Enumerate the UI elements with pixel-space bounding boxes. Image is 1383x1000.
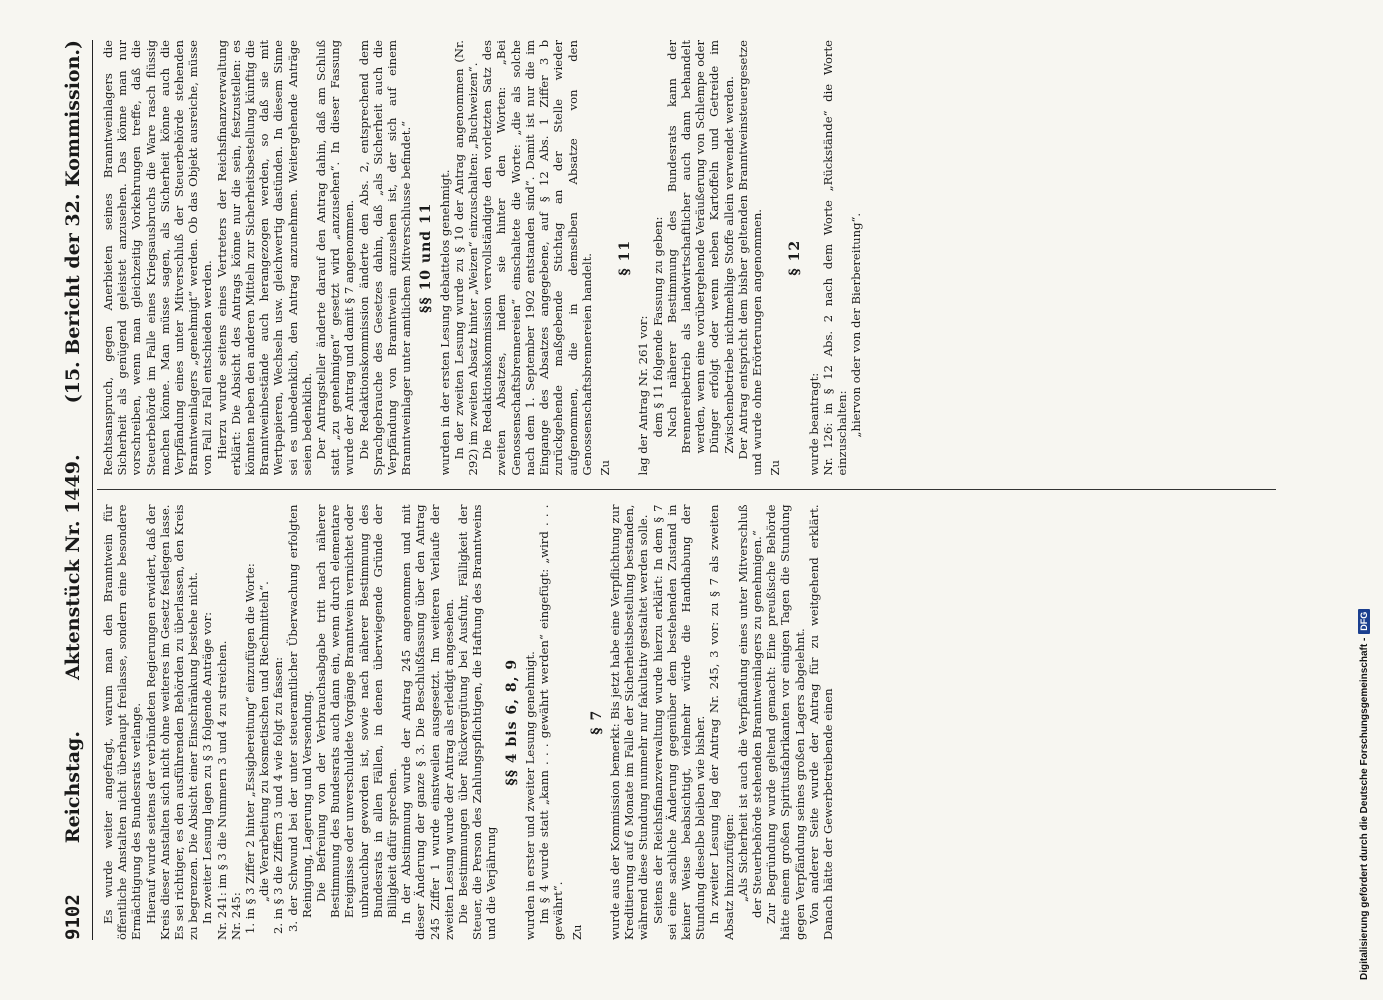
page-header — [62, 40, 93, 940]
paragraph: Die Redaktionskommission änderte den Abs. 2, entsprechend dem Sprachgebrauche des Gesetzes dahin, daß „als Sicherheit auch die Verpfändung von Branntwein anzusehen ist, der sich auf einem Branntweinlager unter amtlichem Mitverschlusse befindet.“ — [356, 40, 414, 476]
section-heading: § 12 — [787, 239, 804, 276]
header-left: Reichstag. — [62, 731, 84, 844]
paragraph: wurden in der ersten Lesung debattelos genehmigt. — [437, 169, 452, 476]
paragraph: Zur Begründung wurde geltend gemacht: Eine preußische Behörde hätte einem großen Spiritusfabrikanten vor einigen Tagen die Stundung gegen Verpfändung seines großen Lagers abgelehnt. — [764, 504, 807, 940]
paragraph: Der Antragsteller änderte darauf den Antrag dahin, daß am Schluß statt „zu genehmigen“ gesetzt wird „anzusehen“. In dieser Fassung wurde der Antrag und damit § 7 angenommen. — [314, 40, 357, 476]
page-number: 9102 — [62, 894, 84, 940]
section-heading: §§ 10 und 11 — [418, 202, 435, 313]
quoted-text: Nach näherer Bestimmung des Bundesrats kann der Brennereibetrieb als landwirtschaftlicher auch dann behandelt werden, wenn eine vorübergehende Veräußerung von Schlempe oder Dünger erfolgt oder wenn neben Kartoffeln und Getreide im Zwischenbetriebe nichtmehlige Stoffe allein verwendet werden. — [664, 40, 736, 454]
paragraph: Hierauf wurde seitens der verbündeten Regierungen erwidert, daß der Kreis dieser Anstalten sich nicht ohne weiteres im Gesetz festlegen lasse. Es sei richtiger, es den ausführenden Behörden zu überlassen, den Kreis zu begrenzen. Die Absicht einer Einschränkung bestehe nicht. — [143, 504, 201, 940]
paragraph: lag der Antrag Nr. 261 vor: — [636, 315, 651, 476]
motion-item: 3. der Schwund bei der unter steueramtlicher Überwachung erfolgten Reinigung, Lagerung und Versendung. — [285, 504, 314, 932]
text-column-left — [101, 505, 1276, 941]
paragraph: In zweiter Lesung lag der Antrag Nr. 245, 3 vor: zu § 7 als zweiten Absatz hinzuzufügen: — [707, 504, 736, 940]
paragraph: Von anderer Seite wurde der Antrag für zu weitgehend erklärt. Danach hätte der Gewerbetreibende einen — [806, 504, 835, 940]
motion-line: dem § 11 folgende Fassung zu geben: — [650, 216, 665, 438]
credit-text: Digitalisierung gefördert durch die Deutsche Forschungsgemeinschaft - — [1358, 637, 1370, 980]
column-divider — [97, 490, 1276, 491]
text-column-right — [101, 40, 1276, 476]
paragraph: wurden in erster und zweiter Lesung genehmigt. — [522, 651, 537, 940]
zu-label: Zu — [597, 459, 612, 476]
motion-item: 1. in § 3 Ziffer 2 hinter „Essigbereitung“ einzufügen die Worte: — [243, 563, 258, 934]
paragraph: Es wurde weiter angefragt, warum man den Branntwein für öffentliche Anstalten nicht überhaupt freilasse, sondern eine besondere Ermächtigung des Bundesrats verlange. — [101, 504, 144, 940]
quoted-text: „Als Sicherheit ist auch die Verpfändung eines unter Mitverschluß der Steuerbehörde stehenden Branntweinlagers zu genehmigen.“ — [735, 504, 764, 918]
paragraph: Der Antrag entspricht dem bisher geltenden Branntweinsteuergesetze und wurde ohne Erörterungen angenommen. — [735, 40, 764, 476]
zu-label: Zu — [768, 459, 783, 476]
paragraph: Seitens der Reichsfinanzverwaltung wurde hierzu erklärt: In dem § 7 sei eine sachliche Änderung gegenüber dem bestehenden Zustand in keiner Weise beabsichtigt, vielmehr würde die Handhabung der Stundung dieselbe bleiben wie bisher. — [650, 504, 708, 940]
paragraph: wurde aus der Kommission bemerkt: Bis jetzt habe eine Verpflichtung zur Kreditierung auf 6 Monate im Falle der Sicherheitsbestellung bestanden, während diese Stundung nunmehr nur fakultativ gestaltet werden solle. — [607, 504, 651, 940]
header-right: (15. Bericht der 32. Kommission.) — [62, 40, 84, 404]
paragraph: In der Abstimmung wurde der Antrag 245 angenommen und mit dieser Änderung der ganze § 3. Die Beschlußfassung über den Antrag 245 Ziffer 1 wurde einstweilen ausgesetzt. Im weiteren Verlaufe der zweiten Lesung wurde der Antrag als erledigt angesehen. — [399, 504, 456, 940]
quoted-text: „die Verarbeitung zu kosmetischen und Riechmitteln“. — [257, 581, 272, 902]
paragraph: In der zweiten Lesung wurde zu § 10 der Antrag angenommen (Nr. 292) im zweiten Absatz hinter „Weizen“ einzuschalten: „Buchweizen“. — [451, 40, 481, 476]
paragraph: Hierzu wurde seitens eines Vertreters der Reichsfinanzverwaltung erklärt: Die Absicht des Antrags könne nur die sein, festzustellen: es könnten neben den anderen Mitteln zur Sicherheitsbestellung künftig die Branntweinbestände auch herangezogen werden, so daß sie mit Wertpapieren, Wechseln usw. gleichwertig dastünden. In diesem Sinne sei es unbedenklich, den Antrag anzunehmen. Weitergehende Anträge seien bedenklich. — [214, 40, 314, 476]
section-heading: § 7 — [588, 709, 605, 735]
digitization-credit — [1358, 20, 1370, 980]
quoted-text: „hiervon oder von der Bierbereitung“. — [849, 212, 864, 438]
paragraph: Die Befreiung von der Verbrauchsabgabe tritt nach näherer Bestimmung des Bundesrats auch dann ein, wenn durch elementare Ereignisse oder unverschuldete Vorgänge Branntwein vernichtet oder unbrauchbar geworden ist, sowie nach näherer Bestimmung des Bundesrats in allen Fällen, in denen überwiegende Gründe der Billigkeit dafür sprechen. — [314, 504, 400, 918]
header-center: Aktenstück Nr. 1449. — [62, 454, 84, 680]
zu-label: Zu — [569, 924, 584, 940]
paragraph: Die Redaktionskommission vervollständigte den vorletzten Satz des zweiten Absatzes, indem sie hinter den Worten: „Bei Genossenschaftsbrennereien“ einschaltete die Worte: „die als solche nach dem 1. September 1902 entstanden sind“. Damit ist nur die im Eingange des Absatzes angegebene, auf § 12 Abs. 1 Ziffer 3 b zurückgehende maßgebende Stichtag an der Stelle wieder aufgenommen, die in demselben Absatze von den Genossenschaftsbrennereien handelt. — [480, 40, 594, 476]
paragraph: wurde beantragt: — [806, 372, 821, 476]
paragraph: Im § 4 wurde statt „kann . . . gewährt werden“ eingefügt: „wird . . . gewährt“. — [537, 504, 566, 940]
motion-line: Nr. 245: — [228, 892, 243, 940]
section-heading: § 11 — [617, 239, 634, 276]
paragraph: Die Bestimmungen über Rückvergütung bei Ausfuhr, Fälligkeit der Steuer, die Person des Zahlungspflichtigen, die Haftung des Branntweins und die Verjährung — [456, 504, 499, 940]
dfg-logo: DFG — [1358, 609, 1370, 634]
motion-item: 2. in § 3 die Ziffern 3 und 4 wie folgt zu fassen: — [271, 656, 286, 934]
paragraph: Rechtsanspruch, gegen Anerbieten seines Branntweinlagers die Sicherheit als genügend geleistet anzusehen. Das könne man nur vorschreiben, wenn man gleichzeitig Vorkehrungen treffe, daß die Steuerbehörde im Falle eines Kriegsausbruchs die Ware rasch flüssig machen könne. Man müsse sagen, als Sicherheit könne auch die Verpfändung eines unter Mitverschluß der Steuerbehörde stehenden Branntweinlagers „genehmigt“ werden. Ob das Objekt ausreiche, müsse von Fall zu Fall entschieden werden. — [101, 40, 215, 476]
motion-line: Nr. 241: im § 3 die Nummern 3 und 4 zu streichen. — [214, 640, 229, 940]
section-heading: §§ 4 bis 6, 8, 9 — [503, 658, 520, 786]
paragraph: In zweiter Lesung lagen zu § 3 folgende Anträge vor: — [200, 611, 215, 924]
motion-line: Nr. 126: in § 12 Abs. 2 nach dem Worte „Rückstände“ die Worte einzuschalten: — [820, 40, 849, 476]
